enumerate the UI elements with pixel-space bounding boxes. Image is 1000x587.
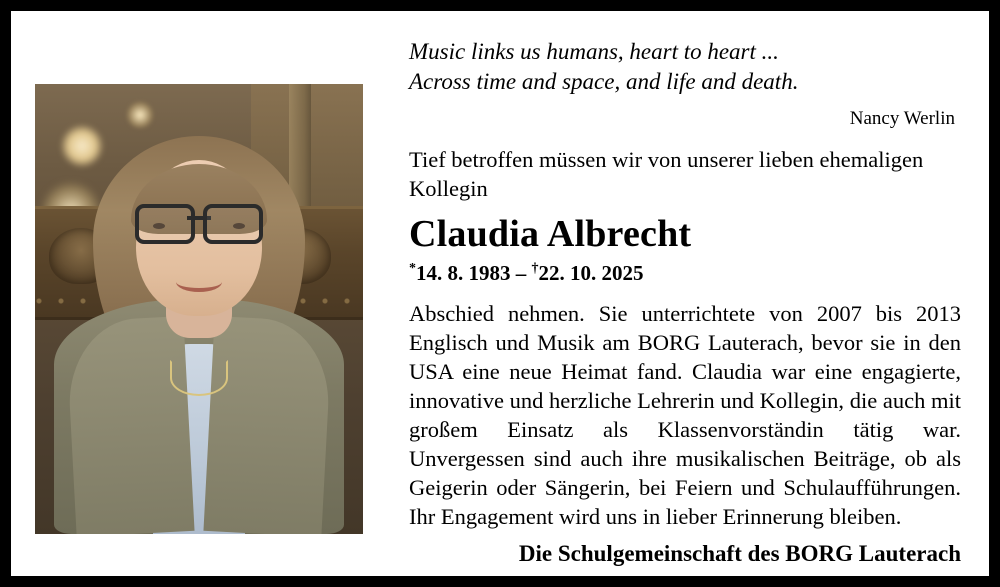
quote-block	[409, 37, 961, 98]
glasses-lens-right	[203, 204, 263, 244]
birth-symbol: *	[409, 261, 416, 277]
death-symbol: †	[531, 261, 539, 277]
glasses-lens-left	[135, 204, 195, 244]
text-column	[365, 29, 965, 567]
intro-text: Tief betroffen müssen wir von unserer lieben ehemaligen Kollegin	[409, 146, 924, 201]
portrait-column	[35, 29, 365, 534]
person-jacket-lapel-left	[65, 316, 194, 534]
person-smile	[176, 272, 222, 292]
quote-line-1: Music links us humans, heart to heart ...	[409, 39, 779, 64]
portrait-photo	[35, 84, 363, 534]
quote-line-2: Across time and space, and life and death.	[409, 69, 799, 95]
deceased-name: Claudia Albrecht	[409, 213, 692, 256]
photo-person	[49, 204, 349, 534]
quote-author: Nancy Werlin	[849, 107, 955, 129]
photo-light-1	[61, 125, 103, 167]
person-glasses	[135, 204, 263, 238]
photo-light-3	[127, 102, 153, 128]
person-necklace	[170, 360, 228, 396]
signature-line: Die Schulgemeinschaft des BORG Lauterach	[518, 541, 961, 567]
date-separator: –	[515, 261, 527, 286]
life-dates	[409, 261, 961, 286]
death-date: 22. 10. 2025	[538, 261, 644, 286]
memorial-body-text: Abschied nehmen. Sie unterrichtete von 2007 bis 2013 Englisch und Musik am BORG Lauterach, bevor sie in den USA eine neue Heimat fand. Claudia war eine engagierte, innovative und herzliche Lehrerin und Kollegin, die auch mit großem Einsatz als Klassenvorständin tätig war. Unvergessen sind auch ihre musikalischen Beiträge, ob als Geigerin oder Sängerin, bei Feiern und Schulaufführungen. Ihr Engagement wird uns in lieber Erinnerung bleiben.	[409, 301, 961, 529]
birth-date: 14. 8. 1983	[416, 261, 511, 286]
